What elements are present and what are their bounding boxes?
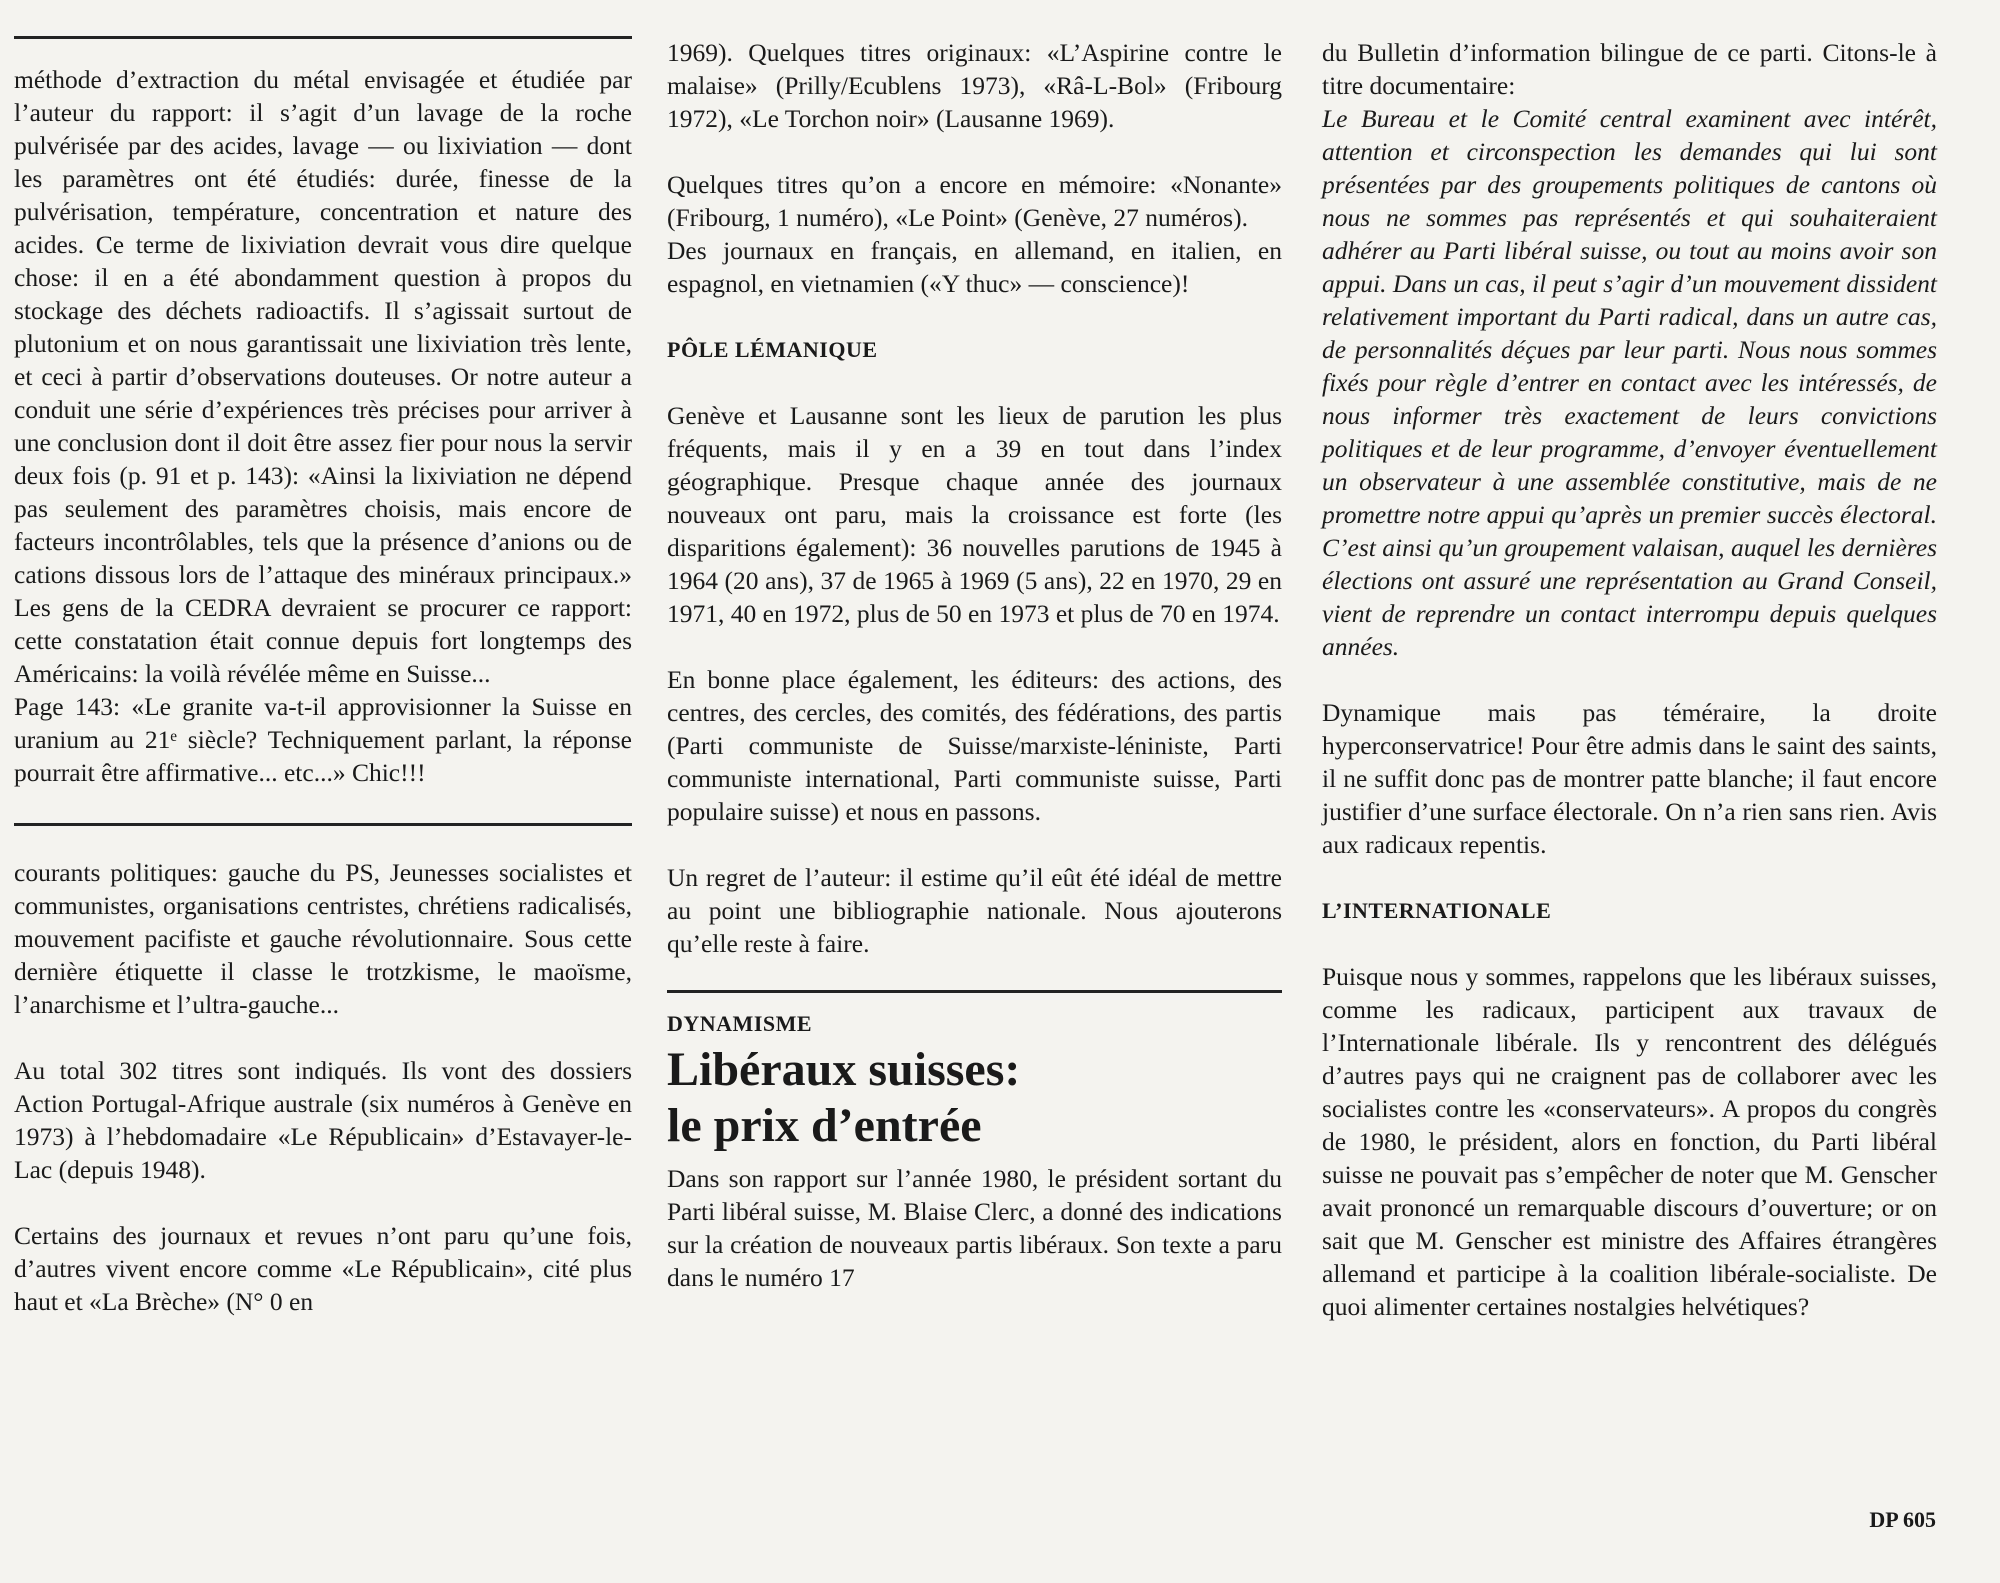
section-heading: L’INTERNATIONALE [1322, 898, 1552, 923]
paragraph: courants politiques: gauche du PS, Jeunesses socialistes et communistes, organisations centristes, chrétiens radicalisés, mouvement pacifiste et gauche révolutionnaire. Sous cette dernière étiquette il classe le trotzkisme, le maoïsme, l’anarchisme et l’ultra-gauche... [14, 858, 632, 1019]
article-title [667, 1042, 1282, 1154]
article-kicker: DYNAMISME [667, 1011, 813, 1036]
paragraph: méthode d’extraction du métal envisagée et étudiée par l’auteur du rapport: il s’agit d’un lavage de la roche pulvérisée par des acides, lavage — ou lixiviation — dont les paramètres ont été étudiés: durée, finesse de la pulvérisation, température, concentration et nature des acides. Ce terme de lixiviation devrait vous dire quelque chose: il en a été abondamment question à propos du stockage des déchets radioactifs. Il s’agissait surtout de plutonium et on nous garantissait une lixiviation très lente, et ceci à partir d’observations douteuses. Or notre auteur a conduit une série d’expériences très précises pour arriver à une conclusion dont il doit être assez fier pour nous la servir deux fois (p. 91 et p. 143): «Ainsi la lixiviation ne dépend pas seulement des paramètres choisis, mais encore de facteurs incontrôlables, tels que la présence d’anions ou de cations dissous lors de l’attaque des minéraux principaux.» Les gens de la CEDRA devraient se procurer ce rapport: cette constatation était connue depuis fort longtemps des Américains: la voilà révélée même en Suisse... [14, 65, 632, 688]
top-rule [14, 36, 632, 39]
paragraph: Page 143: «Le granite va-t-il approvisionner la Suisse en uranium au 21ᵉ siècle? Techniquement parlant, la réponse pourrait être affirmative... etc...» Chic!!! [14, 692, 632, 787]
article-title-line: le prix d’entrée [667, 1099, 982, 1152]
column-right [1322, 0, 1937, 1323]
paragraph: Quelques titres qu’on a encore en mémoire: «Nonante» (Fribourg, 1 numéro), «Le Point» (Genève, 27 numéros). [667, 170, 1282, 232]
article-title-line: Libéraux suisses: [667, 1043, 1021, 1096]
paragraph: Genève et Lausanne sont les lieux de parution les plus fréquents, mais il y en a 39 en tout dans l’index géographique. Presque chaque année des journaux nouveaux ont paru, mais la croissance est forte (les disparitions également): 36 nouvelles parutions de 1945 à 1964 (20 ans), 37 de 1965 à 1969 (5 ans), 22 en 1970, 29 en 1971, 40 en 1972, plus de 50 en 1973 et plus de 70 en 1974. [667, 401, 1282, 628]
paragraph: du Bulletin d’information bilingue de ce parti. Citons-le à titre documentaire: [1322, 38, 1937, 100]
paragraph: Des journaux en français, en allemand, en italien, en espagnol, en vietnamien («Y thuc» — conscience)! [667, 236, 1282, 298]
section-rule [14, 823, 632, 826]
quotation: Le Bureau et le Comité central examinent avec intérêt, attention et circonspection les demandes qui lui sont présentées par des groupements politiques de cantons où nous ne sommes pas représentés et qui souhaiteraient adhérer au Parti libéral suisse, ou tout au moins avoir son appui. Dans un cas, il peut s’agir d’un mouvement dissident relativement important du Parti radical, dans un autre cas, de personnalités déçues par leur parti. Nous nous sommes fixés pour règle d’entrer en contact avec les intéressés, de nous informer très exactement de leurs convictions politiques et de leur programme, d’envoyer éventuellement un observateur à une assemblée constitutive, mais de ne promettre notre appui qu’après un premier succès électoral. C’est ainsi qu’un groupement valaisan, auquel les dernières élections ont assuré une représentation au Grand Conseil, vient de reprendre un contact interrompu depuis quelques années. [1322, 104, 1937, 661]
paragraph: Puisque nous y sommes, rappelons que les libéraux suisses, comme les radicaux, participent aux travaux de l’Internationale libérale. Ils y rencontrent des délégués d’autres pays qui ne craignent pas de collaborer avec les socialistes contre les «conservateurs». A propos du congrès de 1980, le président, alors en fonction, du Parti libéral suisse ne pouvait pas s’empêcher de noter que M. Genscher avait prononcé un remarquable discours d’ouverture; or on sait que M. Genscher est ministre des Affaires étrangères allemand et participe à la coalition libérale-socialiste. De quoi alimenter certaines nostalgies helvétiques? [1322, 962, 1937, 1321]
section-heading: PÔLE LÉMANIQUE [667, 337, 878, 362]
paragraph: 1969). Quelques titres originaux: «L’Aspirine contre le malaise» (Prilly/Ecublens 1973), «Râ-L-Bol» (Fribourg 1972), «Le Torchon noir» (Lausanne 1969). [667, 38, 1282, 133]
paragraph: Certains des journaux et revues n’ont paru qu’une fois, d’autres vivent encore comme «Le Républicain», cité plus haut et «La Brèche» (N° 0 en [14, 1221, 632, 1316]
section-rule [667, 990, 1282, 993]
column-middle [667, 0, 1282, 1294]
paragraph: Au total 302 titres sont indiqués. Ils vont des dossiers Action Portugal-Afrique australe (six numéros à Genève en 1973) à l’hebdomadaire «Le Républicain» d’Estavayer-le-Lac (depuis 1948). [14, 1056, 632, 1184]
column-left [14, 0, 632, 1318]
page-number: DP 605 [1869, 1507, 1936, 1532]
paragraph: Dans son rapport sur l’année 1980, le président sortant du Parti libéral suisse, M. Blaise Clerc, a donné des indications sur la création de nouveaux partis libéraux. Son texte a paru dans le numéro 17 [667, 1164, 1282, 1292]
paragraph: En bonne place également, les éditeurs: des actions, des centres, des cercles, des comités, des fédérations, des partis (Parti communiste de Suisse/marxiste-léniniste, Parti communiste international, Parti communiste suisse, Parti populaire suisse) et nous en passons. [667, 665, 1282, 826]
paragraph: Dynamique mais pas téméraire, la droite hyperconservatrice! Pour être admis dans le saint des saints, il ne suffit donc pas de montrer patte blanche; il faut encore justifier d’une surface électorale. On n’a rien sans rien. Avis aux radicaux repentis. [1322, 698, 1937, 859]
paragraph: Un regret de l’auteur: il estime qu’il eût été idéal de mettre au point une bibliographie nationale. Nous ajouterons qu’elle reste à faire. [667, 863, 1282, 958]
